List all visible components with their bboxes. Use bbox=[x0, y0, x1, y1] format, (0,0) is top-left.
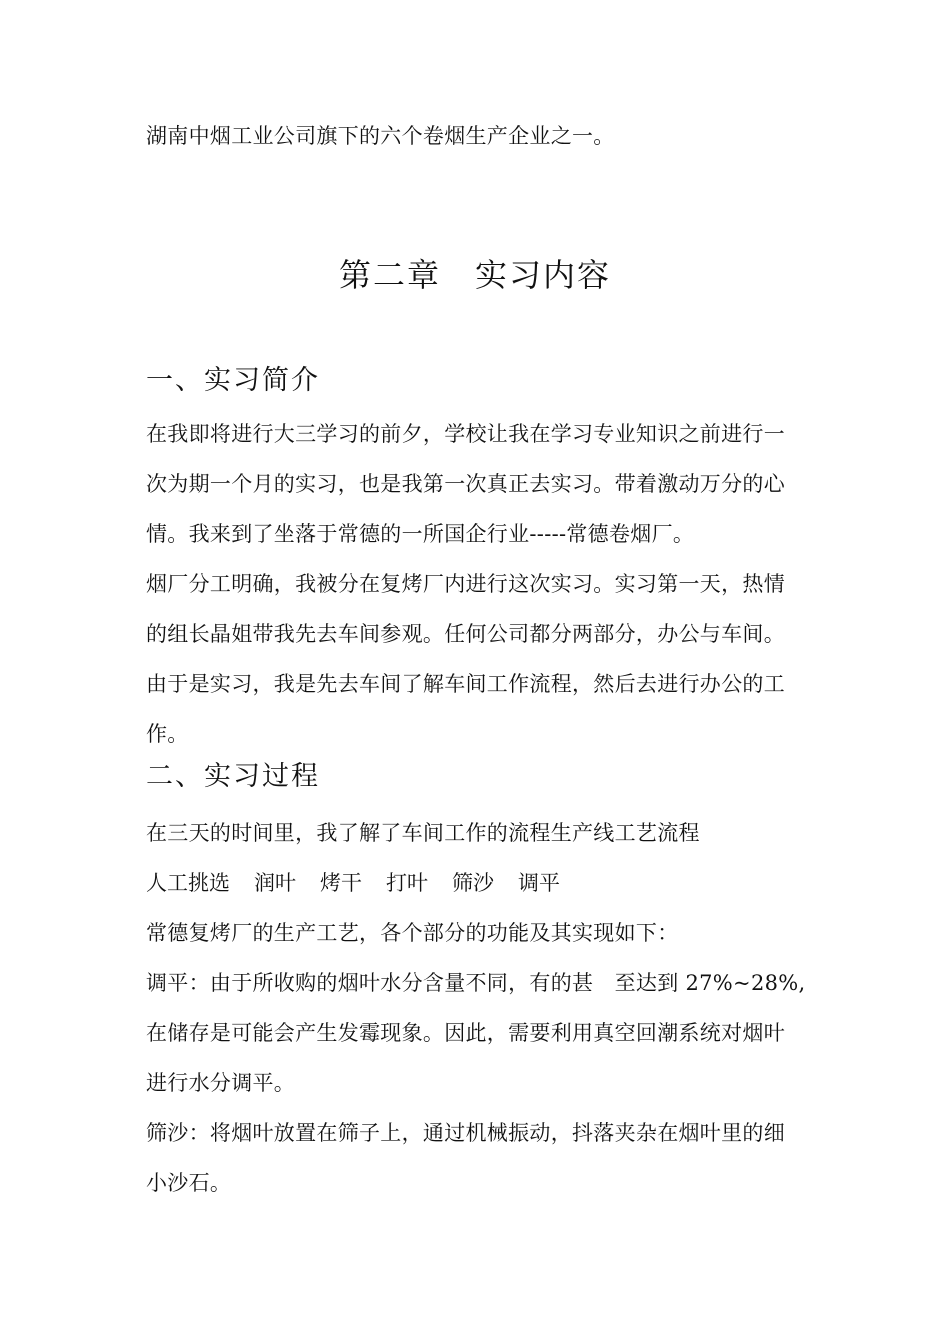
paragraph-line: 进行水分调平。 bbox=[146, 1071, 296, 1095]
section-heading-1: 一、实习简介 bbox=[146, 365, 320, 396]
paragraph-line: 烟厂分工明确，我被分在复烤厂内进行这次实习。实习第一天，热情 bbox=[146, 572, 785, 596]
paragraph-line: 由于是实习，我是先去车间了解车间工作流程，然后去进行办公的工 bbox=[146, 672, 785, 696]
process-step: 筛沙 bbox=[452, 871, 494, 895]
chapter-name: 实习内容 bbox=[475, 256, 612, 294]
paragraph-line: 常德复烤厂的生产工艺，各个部分的功能及其实现如下： bbox=[146, 921, 679, 945]
chapter-title bbox=[0, 253, 950, 297]
paragraph-line: 的组长晶姐带我先去车间参观。任何公司都分两部分，办公与车间。 bbox=[146, 622, 785, 646]
paragraph-line: 筛沙：将烟叶放置在筛子上，通过机械振动，抖落夹杂在烟叶里的细 bbox=[146, 1121, 785, 1145]
process-step: 调平 bbox=[518, 871, 560, 895]
paragraph-line: 小沙石。 bbox=[146, 1171, 232, 1195]
paragraph-line: 次为期一个月的实习，也是我第一次真正去实习。带着激动万分的心 bbox=[146, 472, 785, 496]
process-steps bbox=[146, 868, 584, 898]
paragraph-line: 情。我来到了坐落于常德的一所国企行业-----常德卷烟厂。 bbox=[146, 522, 695, 546]
intro-tail-line: 湖南中烟工业公司旗下的六个卷烟生产企业之一。 bbox=[146, 124, 615, 148]
process-step: 人工挑选 bbox=[146, 871, 230, 895]
process-step: 烤干 bbox=[320, 871, 362, 895]
paragraph-line: 作。 bbox=[146, 722, 189, 746]
paragraph-line: 调平：由于所收购的烟叶水分含量不同，有的甚 至达到 27%~28%, bbox=[146, 971, 806, 995]
process-step: 润叶 bbox=[254, 871, 296, 895]
chapter-number: 第二章 bbox=[338, 256, 441, 294]
process-intro-line: 在三天的时间里，我了解了车间工作的流程生产线工艺流程 bbox=[146, 821, 700, 845]
section-heading-2: 二、实习过程 bbox=[146, 761, 320, 792]
process-step: 打叶 bbox=[386, 871, 428, 895]
paragraph-line: 在储存是可能会产生发霉现象。因此，需要利用真空回潮系统对烟叶 bbox=[146, 1021, 785, 1045]
paragraph-line: 在我即将进行大三学习的前夕，学校让我在学习专业知识之前进行一 bbox=[146, 422, 785, 446]
